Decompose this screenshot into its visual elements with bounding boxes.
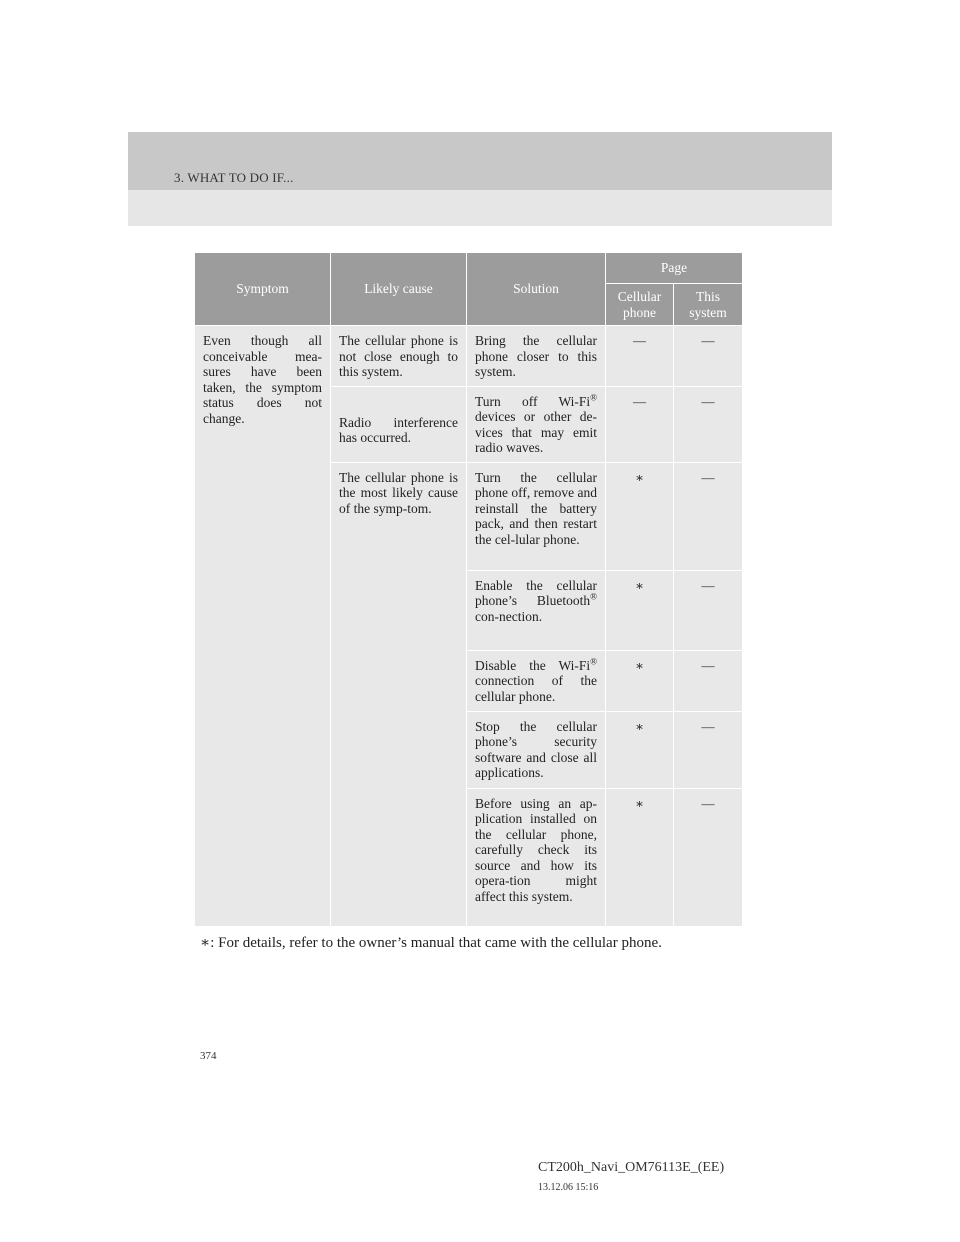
col-header-symptom: Symptom	[195, 253, 331, 326]
solution-text: connection of the cellular phone.	[475, 673, 597, 704]
solution-cell: Before using an ap-plication installed on the cellular phone, carefully check its source and how its opera-tion might affect this system.	[467, 788, 606, 926]
col-header-this-system: This system	[674, 284, 743, 326]
solution-cell	[467, 570, 606, 650]
page-this-system: —	[674, 711, 743, 788]
page-this-system: —	[674, 386, 743, 462]
page-cellular-phone: ∗	[606, 788, 674, 926]
document-id: CT200h_Navi_OM76113E_(EE)	[538, 1160, 725, 1175]
solution-cell	[467, 386, 606, 462]
page-cellular-phone: ∗	[606, 570, 674, 650]
col-header-likely-cause: Likely cause	[331, 253, 467, 326]
page-number: 374	[200, 1050, 217, 1062]
page-this-system: —	[674, 326, 743, 387]
page-this-system: —	[674, 788, 743, 926]
footnote: ∗: For details, refer to the owner’s manual that came with the cellular phone.	[200, 935, 662, 951]
solution-text: con-nection.	[475, 608, 543, 624]
registered-mark: ®	[590, 591, 597, 602]
solution-cell: Bring the cellular phone closer to this system.	[467, 326, 606, 387]
col-header-cellular-phone: Cellular phone	[606, 284, 674, 326]
registered-mark: ®	[590, 656, 597, 666]
page-cellular-phone: ∗	[606, 650, 674, 711]
page-this-system: —	[674, 462, 743, 570]
troubleshooting-table	[194, 252, 743, 927]
table-row	[195, 326, 743, 387]
print-date: 13.12.06 15:16	[538, 1182, 599, 1193]
solution-text: Enable the cellular phone’s Bluetooth	[475, 577, 597, 608]
symptom-cell: Even though all conceivable mea-sures have been taken, the symptom status does not change.	[195, 326, 331, 927]
solution-cell	[467, 650, 606, 711]
page-cellular-phone: ∗	[606, 711, 674, 788]
solution-cell: Turn the cellular phone off, remove and reinstall the battery pack, and then restart the cel-lular phone.	[467, 462, 606, 570]
page-this-system: —	[674, 650, 743, 711]
solution-cell: Stop the cellular phone’s security software and close all applications.	[467, 711, 606, 788]
cause-cell: Radio interference has occurred.	[331, 386, 467, 462]
col-header-page: Page	[606, 253, 743, 284]
page-cellular-phone: ∗	[606, 462, 674, 570]
section-title: 3. WHAT TO DO IF...	[174, 170, 294, 185]
col-header-solution: Solution	[467, 253, 606, 326]
solution-text: Disable the Wi-Fi	[475, 657, 591, 673]
solution-text: devices or other de-vices that may emit radio waves.	[475, 409, 597, 455]
cause-cell: The cellular phone is the most likely cause of the symp-tom.	[331, 462, 467, 926]
solution-text: Turn off Wi-Fi	[475, 393, 591, 409]
page-this-system: —	[674, 570, 743, 650]
registered-mark: ®	[590, 392, 597, 402]
header-sub-band	[128, 190, 832, 226]
page-cellular-phone: —	[606, 326, 674, 387]
page-cellular-phone: —	[606, 386, 674, 462]
cause-cell: The cellular phone is not close enough to this system.	[331, 326, 467, 387]
